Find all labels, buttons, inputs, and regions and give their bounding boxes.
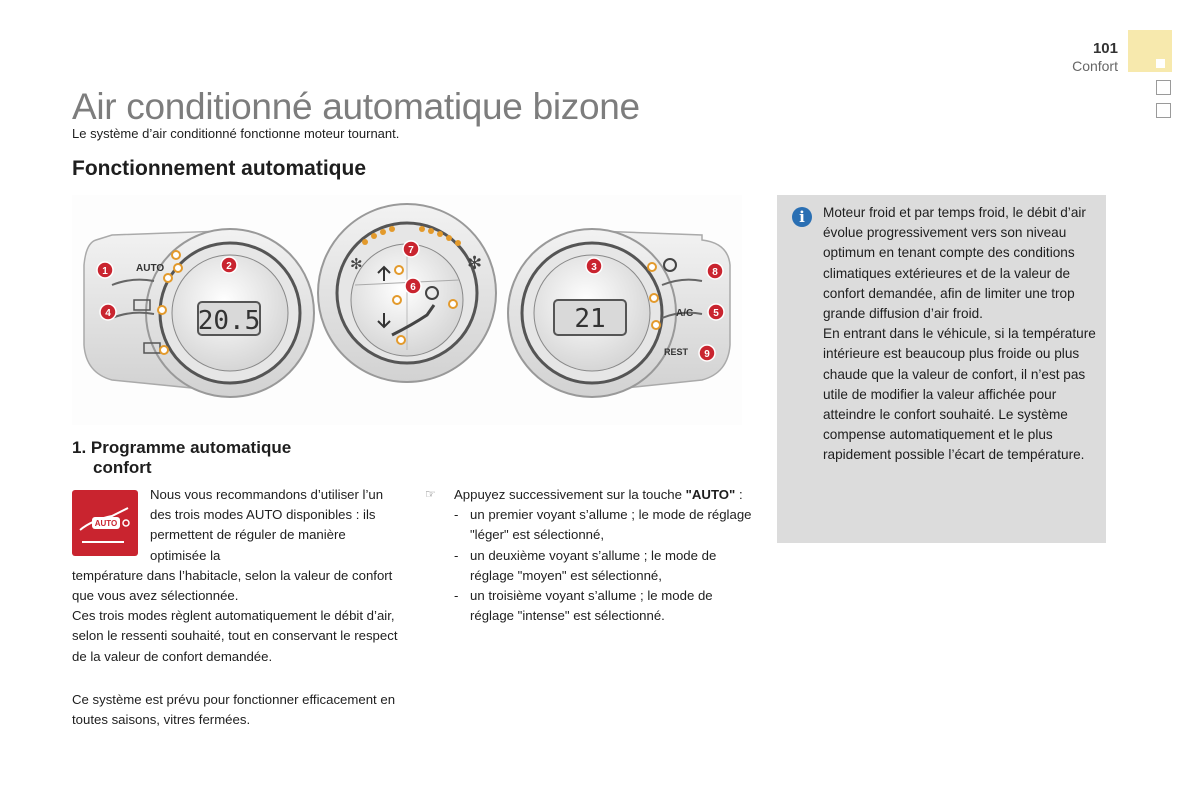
chapter-tab[interactable] [1156, 103, 1171, 118]
svg-text:1: 1 [102, 266, 108, 277]
season-paragraph: Ce système est prévu pour fonctionner efficacement en toutes saisons, vitres fermées. [72, 692, 396, 728]
subsection-heading-line1: 1. Programme automatique [72, 438, 292, 457]
subsection-heading [72, 438, 372, 478]
modes-paragraph: Ces trois modes règlent automatiquement le débit d’air, selon le ressenti souhaité, tout en conservant le respect de la valeur de confort demandée. [72, 608, 398, 664]
pointing-hand-icon: ☞ [425, 487, 436, 501]
svg-text:2: 2 [226, 261, 232, 272]
callout-3 [586, 258, 602, 274]
section-heading: Fonctionnement automatique [72, 157, 366, 180]
page-subtitle: Le système d’air conditionné fonctionne moteur tournant. [72, 126, 400, 141]
auto-label: AUTO [136, 263, 165, 274]
subsection-heading-line2: confort [93, 458, 152, 477]
callout-4 [100, 304, 116, 320]
svg-text:6: 6 [410, 282, 416, 293]
instructions [454, 485, 754, 626]
chapter-tab[interactable] [1156, 80, 1171, 95]
svg-text:8: 8 [712, 267, 718, 278]
svg-text:5: 5 [713, 308, 719, 319]
callout-7 [403, 241, 419, 257]
intro-paragraph [72, 485, 402, 667]
fan-high-icon: ✻ [467, 253, 483, 274]
svg-text:4: 4 [105, 308, 111, 319]
chapter-tab-active[interactable] [1128, 30, 1172, 72]
info-icon: i [792, 207, 812, 227]
center-control-unit [318, 204, 496, 382]
list-item: - un premier voyant s’allume ; le mode de réglage "léger" est sélectionné, [454, 507, 752, 543]
ac-label: A/C [676, 308, 694, 319]
section-name: Confort [1072, 58, 1118, 74]
auto-key-name: "AUTO" [685, 487, 736, 502]
climate-control-panel [72, 195, 742, 425]
svg-text:9: 9 [704, 349, 710, 360]
list-item: - un deuxième voyant s’allume ; le mode de réglage "moyen" est sélectionné, [454, 547, 717, 583]
tab-marker [1156, 59, 1165, 68]
callout-1 [97, 262, 113, 278]
climate-panel-illustration [72, 195, 742, 425]
right-temperature-display: 21 [574, 304, 606, 334]
fan-low-icon: ✻ [350, 255, 363, 273]
intro-lead-text: Nous vous recommandons d’utiliser l’un des trois modes AUTO disponibles : ils permettent de réguler de manière optimisée la [150, 487, 384, 563]
info-paragraph-1: Moteur froid et par temps froid, le débit d’air évolue progressivement vers son niveau optimum en tenant compte des conditions climatiques extérieures et de la valeur de confort demandée, afin de limiter une trop grande diffusion d’air froid. [823, 205, 1086, 322]
page-title: Air conditionné automatique bizone [72, 86, 640, 127]
right-control-unit [508, 229, 730, 397]
callout-6 [405, 278, 421, 294]
page-number: 101 [1092, 40, 1118, 57]
rest-label: REST [664, 347, 689, 357]
callout-2 [221, 257, 237, 273]
svg-text:7: 7 [408, 245, 414, 256]
svg-text:3: 3 [591, 262, 597, 273]
callout-8 [707, 263, 723, 279]
callout-5 [708, 304, 724, 320]
list-item: - un troisième voyant s’allume ; le mode de réglage "intense" est sélectionné. [454, 588, 713, 624]
svg-text:AUTO: AUTO [94, 519, 118, 528]
info-paragraph-2: En entrant dans le véhicule, si la température intérieure est beaucoup plus froide ou plus chaude que la valeur de confort, il n’est pas utile de modifier la valeur affichée pour atteindre le confort souhaité. Le système compense automatiquement et le plus rapidement possible l’écart de température. [823, 326, 1096, 463]
intro-cont-text: température dans l’habitacle, selon la valeur de confort que vous avez sélectionnée. [72, 567, 393, 604]
callout-9 [699, 345, 715, 361]
info-text [823, 203, 1101, 466]
left-temperature-display: 20.5 [197, 306, 261, 336]
instruction-intro: Appuyez successivement sur la touche "AUTO" : [454, 487, 743, 502]
